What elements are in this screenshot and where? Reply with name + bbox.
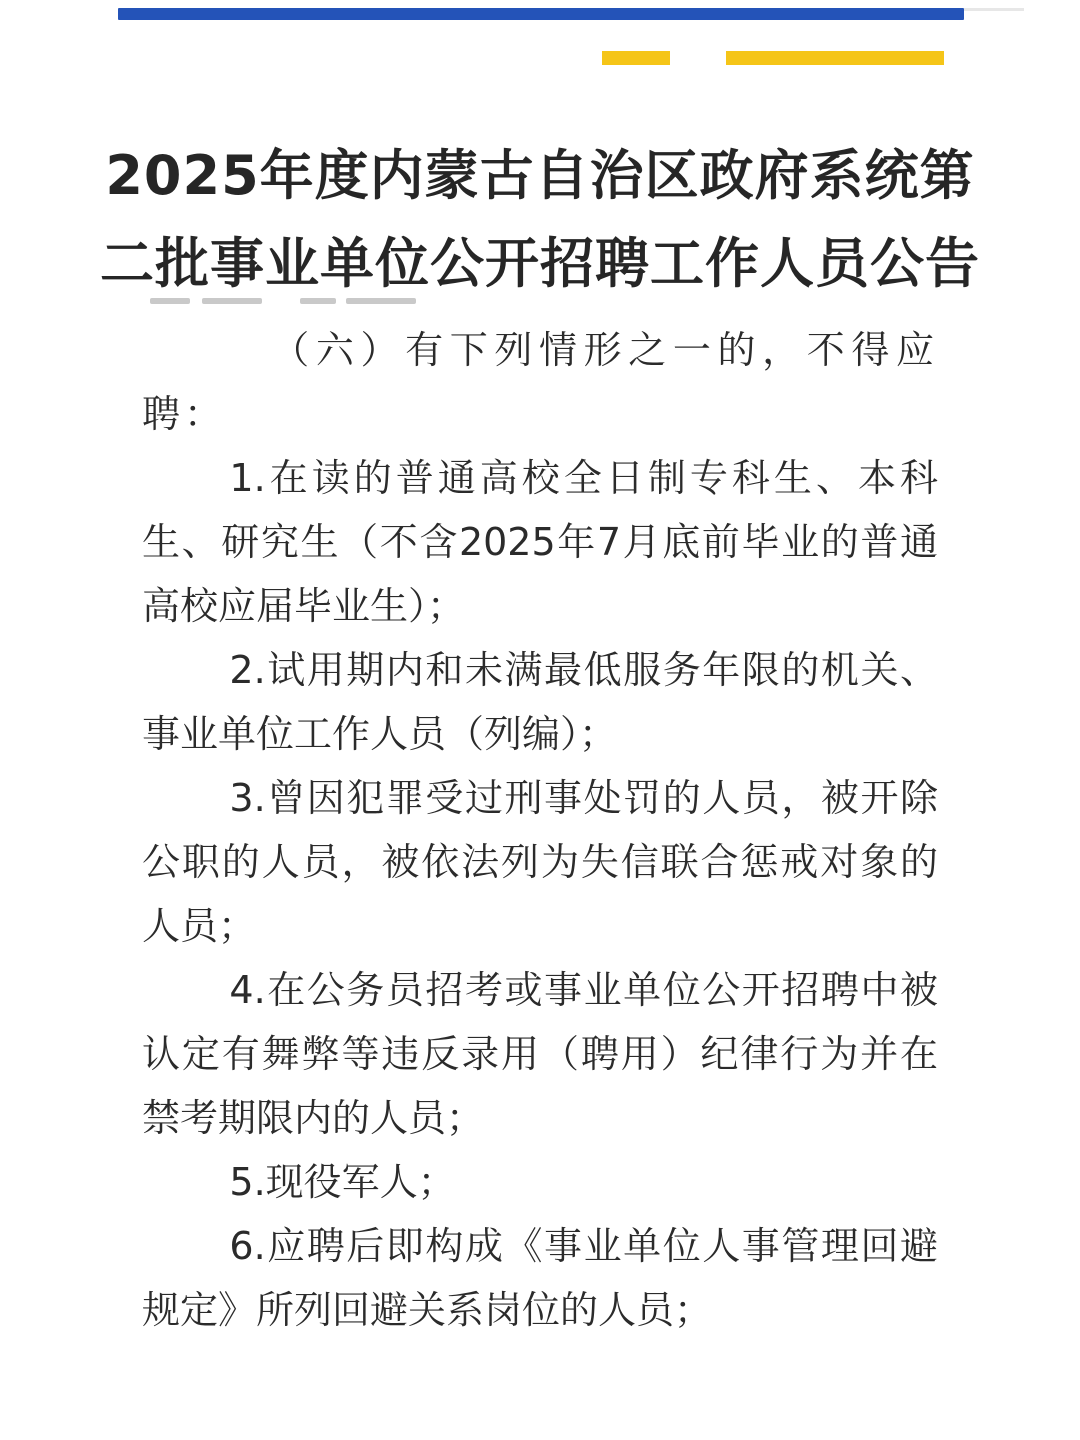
announcement-body [142,318,938,1342]
list-item: 2.试用期内和未满最低服务年限的机关、事业单位工作人员（列编）； [142,648,938,756]
announcement-title [60,132,1020,308]
accent-bar-short [602,51,670,65]
list-item: 1.在读的普通高校全日制专科生、本科生、研究生（不含2025年7月底前毕业的普通高校应届毕业生）； [142,456,938,628]
section-intro: （六）有下列情形之一的，不得应聘： [142,328,938,436]
list-item: 6.应聘后即构成《事业单位人事管理回避规定》所列回避关系岗位的人员； [142,1224,938,1332]
title-line-2: 二批事业单位公开招聘工作人员公告 [100,232,980,295]
top-rule-shadow [964,8,1024,11]
list-item: 5.现役军人； [229,1160,456,1204]
top-blue-rule [118,8,964,20]
accent-bar-long [726,51,944,65]
list-item: 4.在公务员招考或事业单位公开招聘中被认定有舞弊等违反录用（聘用）纪律行为并在禁考期限内的人员； [142,968,938,1140]
cut-off-text-remnant [150,296,430,306]
title-line-1: 2025年度内蒙古自治区政府系统第 [105,144,975,207]
list-item: 3.曾因犯罪受过刑事处罚的人员，被开除公职的人员，被依法列为失信联合惩戒对象的人员； [142,776,938,948]
